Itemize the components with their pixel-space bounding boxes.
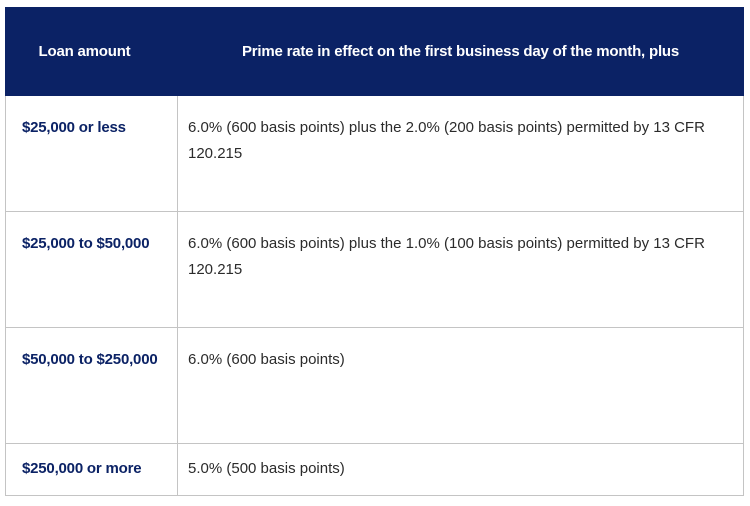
rate-cell: 6.0% (600 basis points) plus the 2.0% (200 basis points) permitted by 13 CFR 120.215 [178, 96, 744, 212]
header-row [6, 8, 744, 96]
loan-amount-cell: $25,000 to $50,000 [6, 212, 178, 328]
loan-amount-cell: $250,000 or more [6, 444, 178, 496]
table-body [6, 96, 744, 496]
header-loan-amount: Loan amount [6, 8, 178, 96]
loan-amount-cell: $25,000 or less [6, 96, 178, 212]
table-row [6, 96, 744, 212]
table-header [6, 8, 744, 96]
rate-cell: 5.0% (500 basis points) [178, 444, 744, 496]
rate-cell: 6.0% (600 basis points) [178, 328, 744, 444]
loan-amount-cell: $50,000 to $250,000 [6, 328, 178, 444]
table-row [6, 212, 744, 328]
table-row [6, 444, 744, 496]
loan-rate-table [5, 7, 744, 496]
header-rate: Prime rate in effect on the first business day of the month, plus [178, 8, 744, 96]
table-row [6, 328, 744, 444]
rate-cell: 6.0% (600 basis points) plus the 1.0% (100 basis points) permitted by 13 CFR 120.215 [178, 212, 744, 328]
